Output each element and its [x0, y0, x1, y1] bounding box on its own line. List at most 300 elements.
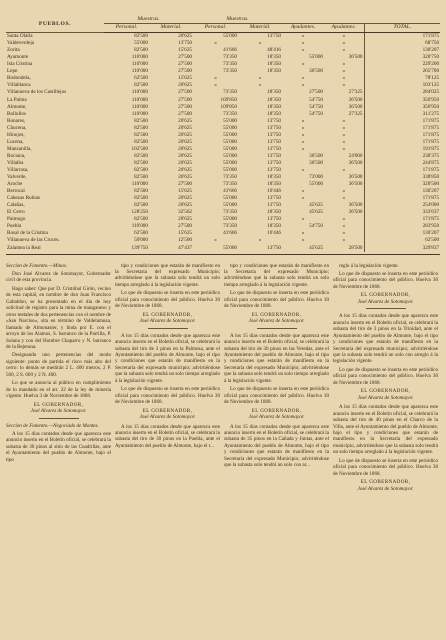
cell-personal-2: »	[214, 75, 217, 82]
cell-total: 283'950	[364, 223, 440, 230]
cell-total: 171'875	[364, 139, 440, 146]
cell-material-1: 47'437	[178, 244, 193, 251]
cell-personal-2: »	[214, 237, 217, 244]
cell-material-2: 13'750	[267, 131, 282, 138]
notice-column	[224, 263, 329, 496]
cell-ayudantes-1: »	[301, 124, 305, 131]
cell-ayudantes-2: »	[342, 68, 346, 75]
notice-paragraph: A los 15 días contados desde que aparezca este anuncio inserto en el Boletín oficial, se celebrará la subasta del tiro de 3 pinos en la Trinidad, ante el Ayuntamiento del pueblo de Almonte, bajo el tipo y condiciones que estarán de manifiesto en la Secretaría del expresado municipio; advirtiéndose que la subasta solo tendrá un solo con arreglo á la legislación vigente.	[333, 313, 438, 365]
cell-material-1: 13'750	[178, 40, 193, 47]
cell-ayudantes-2: »	[342, 131, 346, 138]
row-name: Rociana,	[7, 152, 26, 159]
cell-personal-2: 55'000	[223, 166, 238, 173]
cell-material-1: 20'625	[178, 138, 193, 145]
cell-material-1: 27'500	[178, 223, 193, 230]
cell-personal-2: 55'000	[223, 138, 238, 145]
cell-total: 130'207	[364, 47, 440, 54]
cell-ayudantes-1: »	[301, 47, 305, 54]
cell-ayudantes-1: 54'750	[309, 96, 324, 103]
cell-personal-1: 110'000	[131, 68, 148, 75]
row-name: Isla Cristina	[7, 61, 33, 68]
cell-material-1: 27'500	[178, 89, 193, 96]
notice-paragraph: A los 15 días contados desde que aparezca este anuncio inserto en el Boletín oficial, se celebrará la subasta del tiro de 40 pinos en el Charco de la Villa, ante el Ayuntamiento del pueblo de Almonte, bajo el tipo y condiciones que estarán de manifiesto en la Secretaría del expresado municipio, advirtiéndose que la subasta solo tendrá un solo tiempo arreglado á la legislación vigente.	[333, 404, 438, 456]
header-material-2: Materiál.	[238, 24, 282, 33]
notice-paragraph: A los 15 días contados desde que aparezca este anuncio inserto en el Boletín oficial, se celebrará la subasta de 35 pinos en la Cañada y Juntas, ante el Ayuntamiento del pueblo de Almonte, bajo el tipo y condiciones que estarán de manifiesto en la Secretaría del expresado Municipio; advirtiéndose que la subasta solo tendrá un solo con ar...	[224, 423, 329, 469]
cell-material-2: 18'350	[267, 209, 282, 216]
table-row	[6, 75, 440, 82]
table-row	[6, 125, 440, 132]
row-name: Valdeverdeja	[7, 40, 35, 47]
budget-table	[6, 4, 440, 252]
separator-rule	[257, 328, 297, 329]
cell-ayudantes-2: »	[342, 145, 346, 152]
cell-personal-1: 82'500	[134, 174, 148, 181]
cell-material-1: 15'625	[178, 230, 193, 237]
header-personal-1: Personal.	[104, 24, 149, 33]
cell-ayudantes-1: 45'625	[309, 244, 324, 251]
table-row	[6, 68, 440, 75]
cell-total: 171'875	[364, 195, 440, 202]
cell-personal-2: 73'350	[223, 89, 238, 96]
row-name: Lepe	[7, 68, 18, 75]
cell-total: 311'275	[364, 111, 440, 118]
cell-personal-2: 55'000	[223, 244, 238, 251]
notice-paragraph: tipo y condiciones que estarán de manifiesto en la Secretaría del expresado Municipio; advirtiéndose que la subasta solo tendrá un solo tiempo arreglado á la legislación vigente.	[115, 262, 220, 288]
cell-personal-1: 82'500	[134, 188, 148, 195]
cell-personal-1: 128'250	[131, 209, 148, 216]
row-name: Aroche	[7, 181, 23, 188]
table-row	[6, 104, 440, 111]
cell-material-2: 10'446	[267, 230, 282, 237]
cell-material-1: 27'500	[178, 68, 193, 75]
cell-personal-2: 55'000	[223, 131, 238, 138]
cell-material-1: 12'500	[178, 237, 193, 244]
notice-paragraph: Lo que de dispuesto se inserta en este periódico oficial para conocimiento del público. Huelva 30 de Noviembre de 1868.	[333, 366, 438, 386]
row-name: Villanueva de las Cruces.	[7, 237, 60, 244]
cell-ayudantes-1: »	[301, 75, 305, 82]
cell-personal-1: 110'000	[131, 103, 148, 110]
cell-material-2: »	[258, 82, 262, 89]
cell-personal-1: 110'000	[131, 61, 148, 68]
cell-material-1: 20'625	[178, 82, 193, 89]
cell-personal-1: 82'500	[134, 166, 148, 173]
row-name: Ayamonte	[7, 54, 29, 61]
header-pueblos: PUEBLOS.	[6, 4, 104, 33]
header-personal-2: Personal.	[193, 24, 238, 33]
cell-ayudantes-1: »	[301, 82, 305, 89]
cell-ayudantes-2: 28'500	[348, 244, 363, 251]
row-name: Bodondela,	[7, 75, 31, 82]
table-row	[6, 47, 440, 54]
cell-personal-1: 82'500	[134, 82, 148, 89]
cell-total: 191'875	[364, 146, 440, 153]
cell-ayudantes-1: »	[301, 40, 305, 47]
cell-total: 244'875	[364, 160, 440, 167]
cell-personal-2: 41'666	[223, 47, 238, 54]
signature-heading: EL GOBERNADOR,	[360, 388, 411, 395]
cell-total: 356'950	[364, 104, 440, 111]
row-name: Hinojos,	[7, 131, 25, 138]
cell-total: 171'875	[364, 132, 440, 139]
cell-personal-2: 73'350	[223, 174, 238, 181]
cell-ayudantes-1: 55'000	[309, 181, 324, 188]
cell-ayudantes-1: 45'625	[309, 209, 324, 216]
notice-paragraph: Lo que de dispuesto se inserta en este periódico oficial para conocimiento del público. Huelva 30 de Noviembre de 1868.	[333, 457, 438, 477]
group-header-muestras-2: Muestras.	[193, 4, 282, 24]
cell-total: 320'500	[364, 181, 440, 188]
table-row	[6, 181, 440, 188]
cell-ayudantes-2: 36'500	[348, 159, 363, 166]
cell-ayudantes-2: 36'500	[348, 54, 363, 61]
signature-heading: EL GOBERNADOR,	[142, 311, 193, 318]
cell-ayudantes-1: 45'625	[309, 202, 324, 209]
cell-total: 284'025	[364, 89, 440, 96]
table-row	[6, 89, 440, 96]
table-row	[6, 202, 440, 209]
cell-total: 171'875	[364, 118, 440, 125]
cell-material-2: 18'350	[267, 103, 282, 110]
table-body	[6, 33, 440, 252]
cell-personal-1: 110'000	[131, 223, 148, 230]
cell-material-1: 20'625	[178, 145, 193, 152]
notice-paragraph: A los 15 días contados desde que aparezca este anuncio inserto en el Boletín oficial, se celebrará la subasta del tiro de 30 pinos en la Puebla, ante el Ayuntamiento del pueblo de Almonte, bajo el t...	[115, 423, 220, 449]
notice-paragraph: A los 15 días contados desde que aparezca este anuncio inserto en el Boletín oficial, se celebrará la subasta del tiro de 30 pinos en las Veredas, ante el Ayuntamiento del pueblo de Almonte, bajo el tipo y condiciones que estarán de manifiesto en la Secretaría del expresado Municipio; advirtiéndose que la subasta solo tendrá un solo tiempo arreglado á la legislación vigente.	[224, 332, 329, 384]
separator-rule	[39, 418, 79, 419]
cell-personal-1: 82'500	[134, 152, 148, 159]
cell-personal-2: »	[214, 82, 217, 89]
cell-personal-2: 109'850	[220, 103, 238, 110]
section-heading: Seccion de Fomento.—Negociado de Montes.	[6, 422, 99, 429]
row-name: Villablanca	[7, 82, 31, 89]
table-row	[6, 97, 440, 104]
table-row	[6, 167, 440, 174]
notice-paragraph: reglo á la legislación vigente.	[339, 262, 399, 269]
cell-material-1: 20'625	[178, 216, 193, 223]
row-name: Villanueva de los Castillejos	[7, 89, 67, 96]
cell-total: 130'207	[364, 188, 440, 195]
cell-material-2: 18'350	[267, 89, 282, 96]
cell-total: 329'837	[364, 245, 440, 252]
cell-personal-1: 82'500	[134, 47, 148, 54]
cell-total: 171'875	[364, 167, 440, 174]
cell-material-1: 20'625	[178, 117, 193, 124]
cell-personal-2: 73'350	[223, 54, 238, 61]
notice-paragraph: A los 15 días contados desde que aparezca este anuncio inserto en el Boletín oficial, se celebrará la subasta del tiro de 3 pinos en la Palmosa, ante el Ayuntamiento del pueblo de Almonte, bajo el tipo y condiciones que estarán de manifiesto en la Secretaría del expresado municipio; advirtiéndose que la subasta solo tendrá un solo tiempo arreglado á la legislación vigente.	[115, 332, 220, 384]
cell-ayudantes-2: »	[342, 195, 346, 202]
cell-ayudantes-1: 54'750	[309, 223, 324, 230]
cell-total: 338'850	[364, 174, 440, 181]
row-name: Valverde,	[7, 174, 27, 181]
cell-ayudantes-2: 24'000	[348, 152, 363, 159]
row-name: Paimogo	[7, 216, 26, 223]
cell-personal-2: 55'000	[223, 216, 238, 223]
cell-material-2: 13'750	[267, 145, 282, 152]
cell-material-2: 18'350	[267, 54, 282, 61]
table-row	[6, 223, 440, 230]
cell-ayudantes-2: »	[342, 33, 346, 40]
signature: José Alvarez de Sotomayor.	[357, 394, 414, 401]
cell-material-2: 18'350	[267, 61, 282, 68]
cell-material-1: 27'500	[178, 110, 193, 117]
cell-ayudantes-1: 36'500	[309, 152, 324, 159]
cell-ayudantes-2: »	[342, 75, 346, 82]
row-name: Rosal de la Cristina	[7, 230, 48, 237]
cell-ayudantes-1: »	[301, 131, 305, 138]
table-row	[6, 118, 440, 125]
cell-ayudantes-2: 27'325	[348, 89, 363, 96]
cell-material-2: 13'750	[267, 33, 282, 40]
cell-material-2: 18'350	[267, 96, 282, 103]
cell-personal-1: 110'000	[131, 181, 148, 188]
cell-material-2: 13'750	[267, 216, 282, 223]
notice-paragraph: Lo que de dispuesto se inserta en este periódico oficial para conocimiento del público. Huelva 30 de Noviembre de 1868.	[115, 290, 220, 310]
notice-column	[115, 263, 220, 496]
row-name: La Palma	[7, 96, 27, 103]
header-material-1: Material.	[149, 24, 193, 33]
cell-ayudantes-2: »	[342, 47, 346, 54]
cell-personal-2: 73'350	[223, 209, 238, 216]
separator-rule	[148, 328, 188, 329]
cell-ayudantes-1: 73'000	[309, 174, 324, 181]
cell-material-2: 18'350	[267, 181, 282, 188]
cell-personal-1: 110'000	[131, 96, 148, 103]
cell-ayudantes-1: »	[301, 117, 305, 124]
table-row	[6, 132, 440, 139]
table-bottom-rule	[6, 254, 440, 255]
table-row	[6, 153, 440, 160]
cell-personal-2: 55'000	[223, 117, 238, 124]
cell-material-1: 27'500	[178, 54, 193, 61]
table-row	[6, 40, 440, 47]
cell-total: 171'875	[364, 216, 440, 223]
cell-material-1: 15'625	[178, 75, 193, 82]
group-header-row	[6, 4, 440, 24]
cell-total: 333'637	[364, 209, 440, 216]
cell-material-1: 15'625	[178, 188, 193, 195]
cell-material-2: 13'750	[267, 138, 282, 145]
table-row	[6, 195, 440, 202]
cell-ayudantes-2: 27'325	[348, 110, 363, 117]
table-row	[6, 216, 440, 223]
table-row	[6, 139, 440, 146]
group-header-muestras-1: Muestras.	[104, 4, 193, 24]
cell-personal-1: 82'500	[134, 195, 148, 202]
signature: José Alvarez de Sotomayor.	[248, 414, 305, 421]
cell-ayudantes-2: »	[342, 138, 346, 145]
cell-material-1: 20'625	[178, 124, 193, 131]
signature-heading: EL GOBERNADOR,	[360, 292, 411, 299]
signature-heading: EL GOBERNADOR,	[142, 407, 193, 414]
cell-material-2: 48'416	[267, 47, 282, 54]
row-name: Bollullos	[7, 110, 27, 117]
table-row	[6, 209, 440, 216]
table-row	[6, 245, 440, 252]
cell-personal-1: 62'500	[134, 75, 148, 82]
cell-personal-2: 41'666	[223, 188, 238, 195]
row-name: Zalamea la Real	[7, 244, 41, 251]
cell-material-1: 27'500	[178, 61, 193, 68]
cell-material-2: »	[258, 40, 262, 47]
cell-ayudantes-2: 36'500	[348, 209, 363, 216]
cell-ayudantes-2: »	[342, 40, 346, 47]
row-name: Puebla	[7, 223, 22, 230]
cell-ayudantes-1: »	[301, 145, 305, 152]
signature: José Alvarez de Sotomayor.	[357, 485, 414, 492]
cell-personal-1: 82'500	[134, 202, 148, 209]
cell-personal-2: 55'000	[223, 124, 238, 131]
notice-paragraph: Lo que de dispuesto se inserta en este periódico oficial para conocimiento del público. Huelva 30 de Noviembre de 1868.	[224, 386, 329, 406]
table-row	[6, 174, 440, 181]
cell-total: 254'000	[364, 202, 440, 209]
cell-ayudantes-1: 27'500	[309, 89, 324, 96]
signature: José Alvarez de Sotomayor.	[139, 318, 196, 325]
cell-ayudantes-2: »	[342, 188, 346, 195]
cell-ayudantes-2: »	[342, 82, 346, 89]
cell-ayudantes-2: 36'500	[348, 174, 363, 181]
cell-material-1: 27'500	[178, 181, 193, 188]
cell-personal-1: 139'750	[131, 244, 148, 251]
cell-material-2: 13'750	[267, 244, 282, 251]
cell-ayudantes-1: »	[301, 188, 305, 195]
row-name: El Cerro	[7, 209, 25, 216]
cell-material-2: 18'350	[267, 110, 282, 117]
row-name: Villarrasa,	[7, 166, 29, 173]
cell-personal-1: 82'500	[134, 33, 148, 40]
cell-ayudantes-2: »	[342, 124, 346, 131]
cell-personal-2: 55'000	[223, 152, 238, 159]
cell-personal-2: 41'666	[223, 230, 238, 237]
cell-ayudantes-2: »	[342, 237, 346, 244]
cell-personal-2: »	[214, 40, 217, 47]
section-heading: Seccion de Fomento.—Minas.	[6, 262, 68, 269]
notice-paragraph: Lo que de dispuesto se inserta en este periódico oficial para conocimiento del público. Huelva 30 de Noviembre de 1868.	[115, 386, 220, 406]
row-name: Zorita	[7, 47, 20, 54]
cell-material-1: 20'625	[178, 131, 193, 138]
table-row	[6, 146, 440, 153]
cell-ayudantes-2: 36'500	[348, 103, 363, 110]
table-row	[6, 160, 440, 167]
cell-ayudantes-2: »	[342, 216, 346, 223]
header-ayudantes-1: Ayudantes.	[282, 24, 324, 33]
cell-ayudantes-1: »	[301, 237, 305, 244]
signature: José Alvarez de Sotomayor.	[139, 414, 196, 421]
cell-material-1: 32'562	[178, 209, 193, 216]
cell-material-2: »	[258, 75, 262, 82]
cell-total: 356'950	[364, 97, 440, 104]
cell-ayudantes-1: 54'750	[309, 103, 324, 110]
row-name: Almonte,	[7, 103, 27, 110]
cell-personal-1: 82'500	[134, 131, 148, 138]
cell-personal-2: 55'000	[223, 202, 238, 209]
cell-total: 238'375	[364, 153, 440, 160]
cell-personal-1: 50'000	[134, 237, 148, 244]
cell-material-2: 18'350	[267, 68, 282, 75]
cell-material-1: 20'625	[178, 195, 193, 202]
cell-ayudantes-2: »	[342, 117, 346, 124]
cell-ayudantes-1: »	[301, 138, 305, 145]
cell-material-1: 20'625	[178, 174, 193, 181]
row-name: Villalba	[7, 159, 24, 166]
notice-column	[6, 263, 111, 496]
separator-rule	[366, 308, 406, 309]
cell-personal-2: 73'350	[223, 68, 238, 75]
cell-total: 265'700	[364, 68, 440, 75]
cell-material-1: 20'625	[178, 166, 193, 173]
row-name: Cabezas Rubias	[7, 195, 40, 202]
cell-material-1: 15'625	[178, 47, 193, 54]
cell-material-1: 20'625	[178, 152, 193, 159]
cell-ayudantes-1: 36'500	[309, 68, 324, 75]
cell-total: 171'875	[364, 125, 440, 132]
cell-ayudantes-2: »	[342, 230, 346, 237]
cell-total: 62'500	[364, 237, 440, 244]
signature-heading: EL GOBERNADOR,	[251, 407, 302, 414]
row-name: Lucena,	[7, 138, 24, 145]
row-name: Chucena,	[7, 124, 27, 131]
cell-personal-1: 62'500	[134, 230, 148, 237]
cell-personal-2: 73'350	[223, 61, 238, 68]
cell-material-2: 18'350	[267, 223, 282, 230]
table-row	[6, 237, 440, 244]
cell-ayudantes-1: »	[301, 195, 305, 202]
cell-personal-1: 110'000	[131, 89, 148, 96]
row-name: Bonares,	[7, 117, 26, 124]
cell-material-2: 13'750	[267, 195, 282, 202]
header-total: TOTAL.	[364, 24, 440, 33]
cell-ayudantes-1: 54'750	[309, 110, 324, 117]
notice-paragraph: Lo que de dispuesto se inserta en este periódico oficial para conocimiento del público. Huelva 30 de Noviembre de 1868.	[224, 290, 329, 310]
cell-personal-2: 55'000	[223, 33, 238, 40]
row-name: Berrocal	[7, 188, 25, 195]
cell-ayudantes-2: »	[342, 223, 346, 230]
signature: José Alvarez de Sotomayor.	[30, 408, 87, 415]
cell-material-2: 13'750	[267, 117, 282, 124]
cell-material-1: 27'500	[178, 103, 193, 110]
cell-personal-2: 73'350	[223, 110, 238, 117]
signature: José Alvarez de Sotomayor.	[248, 318, 305, 325]
cell-material-2: 10'446	[267, 188, 282, 195]
cell-ayudantes-1: »	[301, 166, 305, 173]
table-row	[6, 230, 440, 237]
cell-ayudantes-1: 36'500	[309, 159, 324, 166]
cell-ayudantes-1: »	[301, 61, 305, 68]
cell-material-2: 13'750	[267, 124, 282, 131]
cell-total: 171'875	[364, 33, 440, 41]
header-ayudantes-2: Ayudantes.	[324, 24, 364, 33]
cell-material-2: 13'750	[267, 166, 282, 173]
cell-material-2: »	[258, 237, 262, 244]
cell-personal-1: 82'500	[134, 138, 148, 145]
cell-material-2: 13'750	[267, 159, 282, 166]
table-row	[6, 82, 440, 89]
row-name: Calañas,	[7, 202, 25, 209]
cell-total: 130'207	[364, 230, 440, 237]
table-row	[6, 188, 440, 195]
cell-material-1: 27'500	[178, 96, 193, 103]
cell-total: 320'750	[364, 54, 440, 61]
notice-columns	[6, 263, 440, 496]
cell-ayudantes-2: 36'500	[348, 202, 363, 209]
cell-material-1: 20'625	[178, 159, 193, 166]
cell-personal-1: 82'500	[134, 117, 148, 124]
cell-material-1: 20'625	[178, 33, 193, 40]
signature-heading: EL GOBERNADOR,	[251, 311, 302, 318]
notice-paragraph: A los 15 días contados desde que aparezca este anuncio inserto en el Boletín oficial, se celebrará la subasta de 30 pinos al sitio de las Cuadrillas, ante el Ayuntamiento del pueblo de Almonte, bajo el tipo	[6, 430, 111, 463]
cell-total: 68'750	[364, 40, 440, 47]
cell-material-2: 18'350	[267, 174, 282, 181]
cell-ayudantes-2: »	[342, 61, 346, 68]
notice-paragraph: Lo que se anuncia al público en cumplimiento de lo mandado en el art. 22 de la ley de minería vigente. Huelva 3 de Noviembre de 1868.	[6, 380, 111, 400]
